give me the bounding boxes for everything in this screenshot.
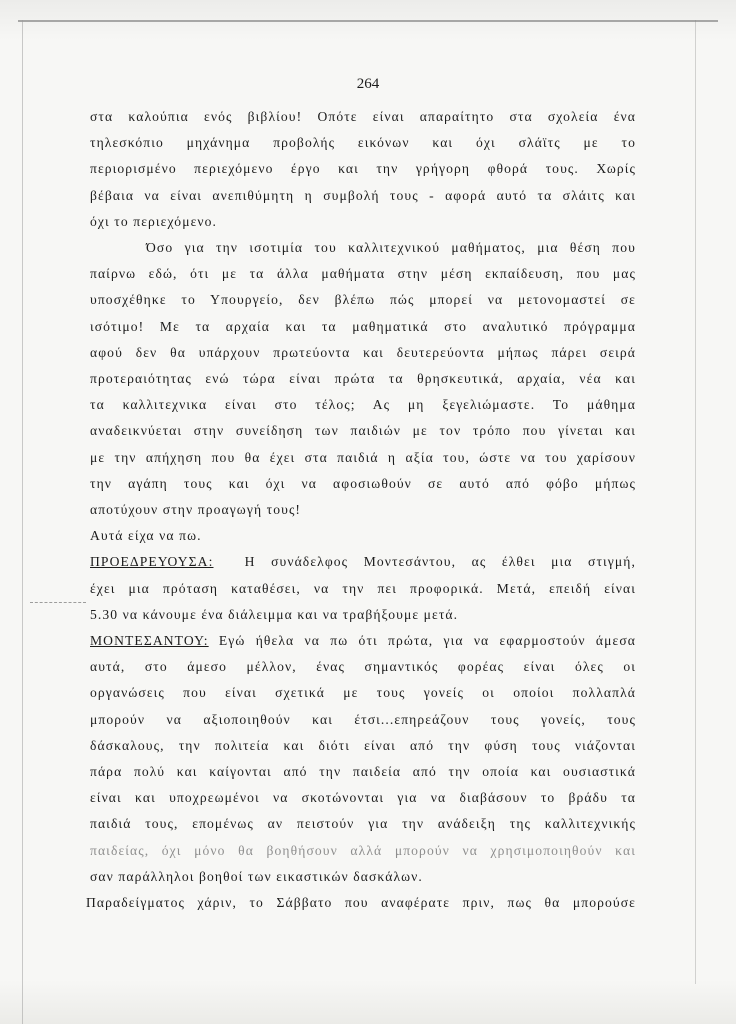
text-line: την αγάπη τους και όχι να αφοσιωθούν σε αυτό από φόβο μήπως: [90, 475, 636, 491]
text-line: τα καλλιτεχνικα είναι στο τέλος; Ας μη ξεγελιώμαστε. Το μάθημα: [90, 397, 636, 413]
text-line: υποσχέθηκε το Υπουργείο, δεν βλέπω πώς μπορεί να μετονομαστεί σε: [90, 292, 636, 308]
text-line: βέβαια να είναι ανεπιθύμητη η συμβολή τους - αφορά αυτό τα σλάιτς και: [90, 187, 636, 203]
text-line: οργανώσεις που είναι σχετικά με τους γονείς οι οποίοι πολλαπλά: [90, 685, 636, 701]
speaker-label-montesantou: ΜΟΝΤΕΣΑΝΤΟΥ:: [90, 633, 209, 649]
text-line: πάρα πολύ και καίγονται από την παιδεία από την οποία και ουσιαστικά: [90, 764, 636, 780]
text-line: Όσο για την ισοτιμία του καλλιτεχνικού μαθήματος, μια θέση που: [146, 240, 636, 256]
text-line-faded: παιδείας, όχι μόνο θα βοηθήσουν αλλά μπορούν να χρησιμοποιηθούν και: [90, 842, 636, 858]
text-line: αφού δεν θα υπάρχουν πρωτεύοντα και δευτερεύοντα μήπως πάρει σειρά: [90, 344, 636, 360]
text-line: αυτά, στο άμεσο μέλλον, ένας σημαντικός φορέας είναι όλες οι: [90, 659, 636, 675]
text-line: αναδεικνύεται στην συνείδηση των παιδιών με τον τρόπο που γίνεται και: [90, 423, 636, 439]
text-line: μπορούν να αξιοποιηθούν και έτσι...επηρεάζουν τους γονείς, τους: [90, 711, 636, 727]
text-segment: Εγώ ήθελα να πω ότι πρώτα, για να εφαρμοστούν άμεσα: [218, 633, 636, 649]
text-line: ισότιμο! Με τα αρχαία και τα μαθηματικά στο αναλυτικό πρόγραμμα: [90, 318, 636, 334]
text-line: σαν παράλληλοι βοηθοί των εικαστικών δασκάλων.: [90, 868, 423, 884]
text-line: όχι το περιεχόμενο.: [90, 213, 218, 229]
speaker-label-chair: ΠΡΟΕΔΡΕΥΟΥΣΑ:: [90, 554, 214, 570]
speaker-line: [90, 549, 636, 575]
text-line: τηλεσκόπιο μηχάνημα προβολής εικόνων και όχι σλάϊτς με το: [90, 135, 636, 151]
text-line: με την απήχηση που θα έχει στα παιδιά η αξία του, ώστε να του χαρίσουν: [90, 449, 636, 465]
text-line: παιδιά τους, επομένως αν πειστούν για την ανάδειξη της καλλιτεχνικής: [90, 816, 636, 832]
margin-dash-mark: [30, 602, 86, 603]
page-right-border: [695, 20, 696, 984]
text-line: δάσκαλους, την πολιτεία και διότι είναι από την φύση τους νιάζονται: [90, 737, 636, 753]
transcript-body: [86, 104, 636, 916]
text-line: στα καλούπια ενός βιβλίου! Οπότε είναι απαραίτητο στα σχολεία ένα: [90, 109, 636, 124]
page-top-border: [18, 20, 718, 22]
text-line: παίρνω εδώ, ότι με τα άλλα μαθήματα στην μέση εκπαίδευση, που μας: [90, 266, 636, 282]
text-line: προτεραιότητας ενώ τώρα είναι πρώτα τα θρησκευτικά, αρχαία, νέα και: [90, 371, 636, 387]
speaker-line: [90, 628, 636, 654]
text-line: 5.30 να κάνουμε ένα διάλειμμα και να τραβήξουμε μετά.: [90, 606, 459, 622]
text-segment: Η συνάδελφος Μοντεσάντου, ας έλθει μια στιγμή,: [244, 554, 636, 570]
text-line: αποτύχουν στην προαγωγή τους!: [90, 502, 302, 518]
text-line: περιορισμένο περιεχόμενο έργο και την γρήγορη φθορά τους. Χωρίς: [90, 161, 636, 177]
text-line: είναι και υποχρεωμένοι να σκοτώνονται για να διαβάσουν το βράδυ τα: [90, 790, 636, 806]
text-line: Παραδείγματος χάριν, το Σάββατο που αναφέρατε πριν, πως θα μπορούσε: [86, 895, 636, 911]
text-line: έχει μια πρόταση καταθέσει, να την πει προφορικά. Μετά, επειδή είναι: [90, 580, 636, 596]
page-number: 264: [356, 76, 380, 92]
page-left-border: [22, 20, 23, 1024]
text-line: Αυτά είχα να πω.: [90, 528, 202, 544]
